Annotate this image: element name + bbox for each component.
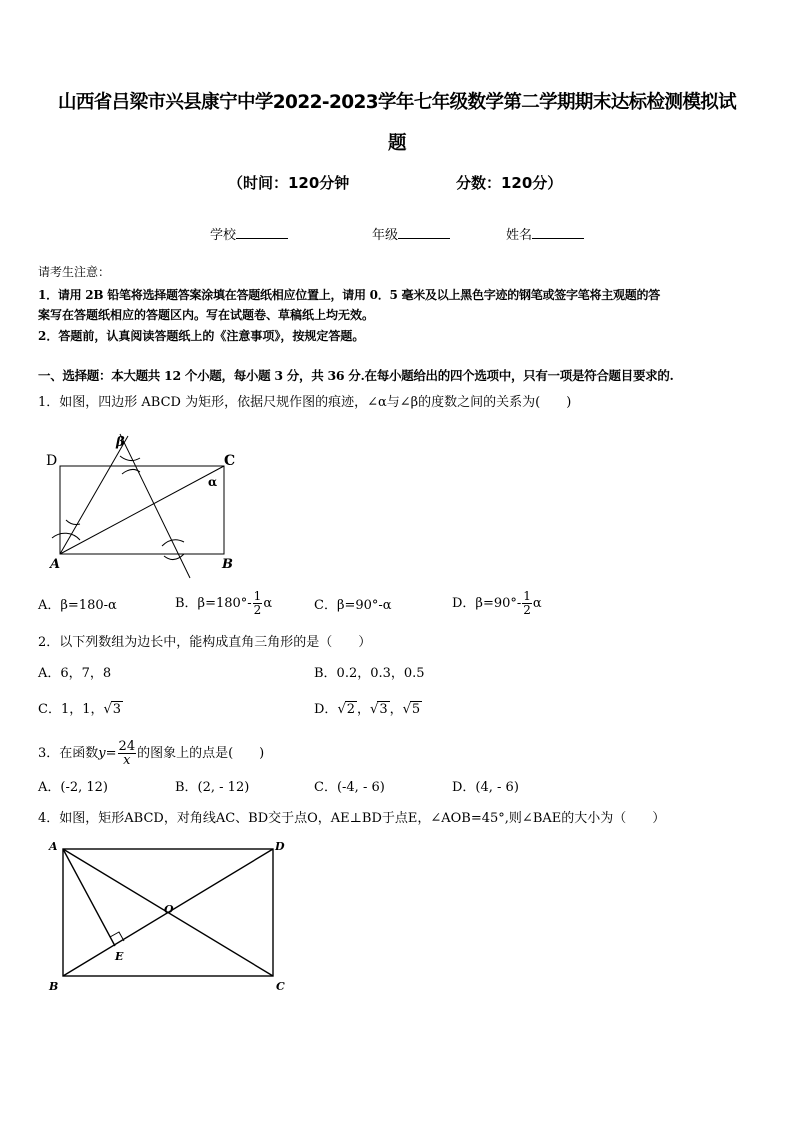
notice-item1-line1: 1．请用 2B 铅笔将选择题答案涂填在答题纸相应位置上，请用 0．5 毫米及以上黑色字迹的钢笔或签字笔将主观题的答	[38, 288, 661, 302]
q2-option-b[interactable]: B．0.2，0.3，0.5	[314, 666, 425, 681]
q4-segment-ae	[63, 849, 115, 946]
q1-figure	[40, 428, 250, 588]
q2-option-c-text: C．1，1，	[38, 702, 104, 717]
q4-label-b: B	[49, 980, 59, 993]
q1-option-b[interactable]	[175, 590, 272, 617]
sqrt-5: √5	[402, 702, 421, 717]
func-eq: =	[105, 746, 117, 761]
separator: ，	[389, 702, 403, 717]
q4-label-a: A	[49, 840, 58, 853]
q3-option-a[interactable]: A．(-2, 12)	[38, 780, 109, 795]
separator: ，	[357, 702, 371, 717]
q1-option-b-fraction	[253, 590, 263, 617]
q1-arc-c	[120, 456, 140, 461]
exam-score: 分数：120分）	[456, 174, 563, 192]
sqrt-2: √2	[337, 702, 356, 717]
q4-label-d: D	[275, 840, 285, 853]
q4-figure	[40, 836, 300, 998]
q3-option-d[interactable]: D．(4, - 6)	[452, 780, 519, 795]
q1-option-a[interactable]: A．β=180-α	[38, 598, 117, 613]
frac-num: 24	[118, 739, 136, 754]
q1-option-d-fraction	[522, 590, 532, 617]
school-field[interactable]	[210, 224, 288, 243]
notice-heading: 请考生注意：	[38, 265, 111, 279]
exam-time: （时间：120分钟	[228, 174, 350, 192]
grade-blank[interactable]	[398, 227, 450, 239]
q4-stem: 4．如图，矩形ABCD，对角线AC、BD交于点O，AE⊥BD于点E，∠AOB=45°,则∠BAE的大小为（ ）	[38, 811, 666, 826]
q1-option-d-text: D．β=90°-	[452, 596, 522, 611]
section1-heading: 一、选择题：本大题共 12 个小题，每小题 3 分，共 36 分.在每小题给出的四个选项中，只有一项是符合题目要求的.	[38, 368, 674, 383]
frac-den: x	[123, 753, 131, 768]
school-label: 学校	[210, 228, 237, 243]
q1-option-d-tail: α	[532, 596, 542, 611]
q2-stem: 2．以下列数组为边长中，能构成直角三角形的是（ ）	[38, 635, 372, 650]
q1-option-d[interactable]	[452, 590, 542, 617]
frac-den: 2	[253, 603, 262, 617]
school-blank[interactable]	[236, 227, 288, 239]
q1-option-b-text: B．β=180°-	[175, 596, 252, 611]
notice-item2: 2．答题前，认真阅读答题纸上的《注意事项》，按规定答题。	[38, 329, 365, 343]
q2-option-a[interactable]: A．6，7，8	[38, 666, 112, 681]
grade-field[interactable]	[372, 224, 450, 243]
grade-label: 年级	[372, 228, 399, 243]
q3-fraction	[118, 740, 137, 767]
frac-num: 1	[253, 589, 262, 603]
frac-den: 2	[523, 603, 531, 617]
q4-label-o: O	[164, 903, 174, 916]
radicand: 2	[346, 702, 356, 717]
page-title-line2: 题	[388, 133, 406, 154]
q1-label-alpha: α	[208, 475, 218, 489]
q2-option-d[interactable]	[314, 700, 422, 720]
q4-label-c: C	[276, 980, 285, 993]
func-y: y	[98, 746, 106, 761]
name-label: 姓名	[506, 228, 533, 243]
q1-arc-d	[122, 469, 140, 474]
name-blank[interactable]	[532, 227, 584, 239]
q3-option-b[interactable]: B．(2, - 12)	[175, 780, 250, 795]
sqrt-3: √3	[103, 702, 122, 717]
q3-option-c[interactable]: C．(-4, - 6)	[314, 780, 385, 795]
q1-label-c: C	[224, 453, 236, 469]
q3-stem-pre: 3．在函数	[38, 746, 99, 761]
q1-option-c[interactable]: C．β=90°-α	[314, 598, 392, 613]
q1-label-d: D	[46, 453, 58, 469]
q1-stem: 1．如图，四边形 ABCD 为矩形，依据尺规作图的痕迹，∠α与∠β的度数之间的关系为( )	[38, 395, 572, 410]
q1-arc-a	[52, 533, 80, 540]
radicand: 3	[112, 702, 122, 717]
frac-num: 1	[523, 589, 531, 603]
q1-perpendicular-bisector	[120, 434, 190, 578]
q1-label-b: B	[222, 557, 233, 572]
q3-stem	[38, 740, 264, 767]
q1-label-beta: β	[116, 435, 125, 450]
q1-option-b-tail: α	[263, 596, 273, 611]
radicand: 3	[379, 702, 388, 717]
notice-item1-line2: 案写在答题纸相应的答题区内。写在试题卷、草稿纸上均无效。	[38, 308, 375, 322]
name-field[interactable]	[506, 224, 584, 243]
q1-label-a: A	[50, 557, 61, 572]
q4-label-e: E	[115, 950, 124, 963]
q2-option-d-text: D．	[314, 702, 338, 717]
q3-stem-post: 的图象上的点是( )	[137, 746, 265, 761]
page-title-line1: 山西省吕梁市兴县康宁中学2022-2023学年七年级数学第二学期期末达标检测模拟试	[57, 92, 737, 113]
sqrt-3: √3	[370, 702, 388, 717]
radicand: 5	[411, 702, 421, 717]
q2-option-c[interactable]	[38, 700, 123, 720]
